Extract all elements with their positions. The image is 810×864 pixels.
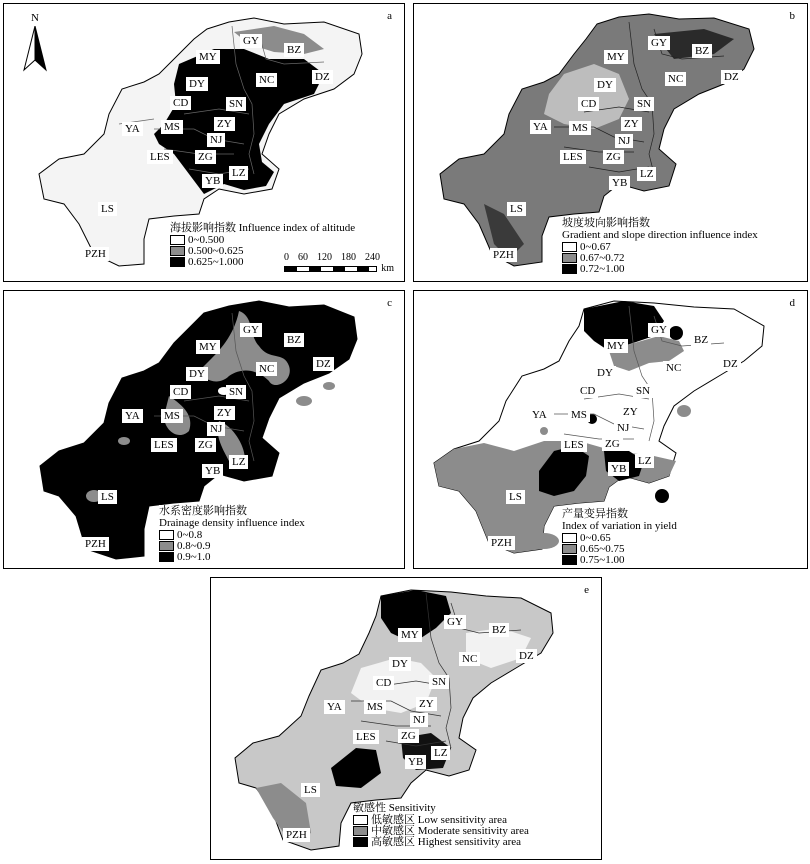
region-label-BZ: BZ bbox=[489, 623, 509, 637]
region-label-BZ: BZ bbox=[691, 333, 711, 347]
region-label-NJ: NJ bbox=[207, 422, 225, 436]
region-label-LZ: LZ bbox=[637, 167, 656, 181]
region-label-ZY: ZY bbox=[214, 117, 235, 131]
region-label-DZ: DZ bbox=[720, 357, 741, 371]
panel-letter-a: a bbox=[387, 10, 392, 22]
scale-tick: 120 bbox=[317, 252, 332, 263]
region-label-LZ: LZ bbox=[431, 746, 450, 760]
scale-unit: km bbox=[381, 263, 394, 274]
legend-item: 0.9~1.0 bbox=[159, 551, 305, 562]
panel-letter-e: e bbox=[584, 584, 589, 596]
region-label-YA: YA bbox=[122, 409, 143, 423]
region-label-LES: LES bbox=[561, 438, 587, 452]
map-panel-b bbox=[413, 3, 808, 282]
region-label-ZG: ZG bbox=[398, 729, 419, 743]
region-label-BZ: BZ bbox=[284, 43, 304, 57]
region-label-ZY: ZY bbox=[214, 406, 235, 420]
legend-item: 0~0.67 bbox=[562, 241, 758, 252]
legend-item: 0.72~1.00 bbox=[562, 263, 758, 274]
region-label-DY: DY bbox=[594, 78, 616, 92]
map-panel-d bbox=[413, 290, 808, 569]
region-label-PZH: PZH bbox=[488, 536, 515, 550]
region-label-DZ: DZ bbox=[312, 70, 333, 84]
legend-title-en: Gradient and slope direction influence index bbox=[562, 229, 758, 241]
legend-c bbox=[159, 505, 305, 562]
region-label-NC: NC bbox=[256, 362, 277, 376]
legend-d bbox=[562, 508, 677, 565]
region-label-PZH: PZH bbox=[283, 828, 310, 842]
region-label-LS: LS bbox=[98, 490, 117, 504]
legend-item: 低敏感区 Low sensitivity area bbox=[353, 814, 529, 825]
region-label-ZG: ZG bbox=[195, 438, 216, 452]
region-label-PZH: PZH bbox=[82, 537, 109, 551]
region-label-LZ: LZ bbox=[635, 454, 654, 468]
legend-item: 0.500~0.625 bbox=[170, 245, 355, 256]
legend-e bbox=[353, 802, 529, 847]
scale-tick: 60 bbox=[298, 252, 308, 263]
region-label-GY: GY bbox=[240, 323, 262, 337]
region-label-YB: YB bbox=[202, 174, 223, 188]
north-arrow-letter: N bbox=[31, 12, 39, 24]
region-label-NC: NC bbox=[256, 73, 277, 87]
region-label-MS: MS bbox=[161, 120, 183, 134]
legend-title-cn: 坡度坡向影响指数 bbox=[562, 217, 650, 229]
region-label-SN: SN bbox=[226, 385, 246, 399]
legend-item: 0.625~1.000 bbox=[170, 256, 355, 267]
region-label-DZ: DZ bbox=[516, 649, 537, 663]
region-label-SN: SN bbox=[633, 384, 653, 398]
region-label-NJ: NJ bbox=[207, 133, 225, 147]
legend-item: 0.65~0.75 bbox=[562, 543, 677, 554]
region-label-NC: NC bbox=[459, 652, 480, 666]
legend-title: 敏感性 Sensitivity bbox=[353, 802, 436, 814]
legend-item: 0.75~1.00 bbox=[562, 554, 677, 565]
legend-item: 0.8~0.9 bbox=[159, 540, 305, 551]
region-label-DZ: DZ bbox=[721, 70, 742, 84]
scale-tick: 180 bbox=[341, 252, 356, 263]
region-label-MY: MY bbox=[196, 340, 220, 354]
scale-tick: 0 bbox=[284, 252, 289, 263]
map-panel-a bbox=[3, 3, 405, 282]
legend-item: 高敏感区 Highest sensitivity area bbox=[353, 836, 529, 847]
legend-item: 0~0.8 bbox=[159, 529, 305, 540]
legend-title: 海拔影响指数 Influence index of altitude bbox=[170, 222, 356, 234]
region-label-ZG: ZG bbox=[602, 437, 623, 451]
region-label-CD: CD bbox=[373, 676, 394, 690]
region-label-YB: YB bbox=[609, 176, 630, 190]
region-label-GY: GY bbox=[444, 615, 466, 629]
region-label-LZ: LZ bbox=[229, 455, 248, 469]
region-label-DY: DY bbox=[186, 367, 208, 381]
region-label-YA: YA bbox=[324, 700, 345, 714]
region-label-BZ: BZ bbox=[692, 44, 712, 58]
region-label-DY: DY bbox=[186, 77, 208, 91]
region-label-LS: LS bbox=[507, 202, 526, 216]
region-label-YA: YA bbox=[529, 408, 550, 422]
panel-letter-d: d bbox=[789, 297, 795, 309]
north-arrow-icon bbox=[20, 26, 50, 86]
region-label-DZ: DZ bbox=[313, 357, 334, 371]
legend-title-cn: 产量变异指数 bbox=[562, 508, 628, 520]
scale-tick: 240 bbox=[365, 252, 380, 263]
region-label-NJ: NJ bbox=[410, 713, 428, 727]
region-label-MS: MS bbox=[161, 409, 183, 423]
region-label-CD: CD bbox=[170, 385, 191, 399]
region-label-LS: LS bbox=[98, 202, 117, 216]
legend-item: 中敏感区 Moderate sensitivity area bbox=[353, 825, 529, 836]
region-label-YB: YB bbox=[608, 462, 629, 476]
region-label-LES: LES bbox=[147, 150, 173, 164]
region-label-SN: SN bbox=[429, 675, 449, 689]
region-label-ZY: ZY bbox=[620, 405, 641, 419]
scale-bar bbox=[284, 252, 394, 274]
legend-item: 0.67~0.72 bbox=[562, 252, 758, 263]
region-label-NJ: NJ bbox=[615, 134, 633, 148]
region-label-MS: MS bbox=[569, 121, 591, 135]
region-label-NJ: NJ bbox=[614, 421, 632, 435]
region-label-MS: MS bbox=[364, 700, 386, 714]
legend-title-en: Drainage density influence index bbox=[159, 517, 305, 529]
region-label-CD: CD bbox=[170, 96, 191, 110]
region-label-MY: MY bbox=[604, 50, 628, 64]
region-label-ZY: ZY bbox=[416, 697, 437, 711]
legend-b bbox=[562, 217, 758, 274]
map-panel-c bbox=[3, 290, 405, 569]
region-label-ZG: ZG bbox=[195, 150, 216, 164]
legend-title-cn: 水系密度影响指数 bbox=[159, 505, 305, 517]
region-label-NC: NC bbox=[663, 361, 684, 375]
region-label-ZG: ZG bbox=[603, 150, 624, 164]
region-label-CD: CD bbox=[577, 384, 598, 398]
region-label-NC: NC bbox=[665, 72, 686, 86]
region-label-GY: GY bbox=[240, 34, 262, 48]
region-label-DY: DY bbox=[389, 657, 411, 671]
region-label-YA: YA bbox=[122, 122, 143, 136]
region-label-LS: LS bbox=[301, 783, 320, 797]
region-label-GY: GY bbox=[648, 36, 670, 50]
region-label-LS: LS bbox=[506, 490, 525, 504]
legend-item: 0~0.500 bbox=[170, 234, 355, 245]
north-arrow bbox=[20, 12, 50, 72]
region-label-BZ: BZ bbox=[284, 333, 304, 347]
region-label-LES: LES bbox=[151, 438, 177, 452]
region-label-LES: LES bbox=[353, 730, 379, 744]
region-label-SN: SN bbox=[226, 97, 246, 111]
region-label-LES: LES bbox=[560, 150, 586, 164]
region-label-CD: CD bbox=[578, 97, 599, 111]
region-label-MS: MS bbox=[568, 408, 590, 422]
panel-letter-c: c bbox=[387, 297, 392, 309]
region-label-MY: MY bbox=[196, 50, 220, 64]
map-panel-e bbox=[210, 577, 602, 860]
region-label-DY: DY bbox=[594, 366, 616, 380]
region-label-MY: MY bbox=[604, 339, 628, 353]
region-label-YA: YA bbox=[530, 120, 551, 134]
region-label-YB: YB bbox=[202, 464, 223, 478]
legend-title-en: Index of variation in yield bbox=[562, 520, 677, 532]
panel-letter-b: b bbox=[789, 10, 795, 22]
legend-item: 0~0.65 bbox=[562, 532, 677, 543]
region-label-PZH: PZH bbox=[82, 247, 109, 261]
region-label-YB: YB bbox=[405, 755, 426, 769]
region-label-LZ: LZ bbox=[229, 166, 248, 180]
region-label-ZY: ZY bbox=[621, 117, 642, 131]
region-label-GY: GY bbox=[648, 323, 670, 337]
region-label-PZH: PZH bbox=[490, 248, 517, 262]
region-label-SN: SN bbox=[634, 97, 654, 111]
region-label-MY: MY bbox=[398, 628, 422, 642]
